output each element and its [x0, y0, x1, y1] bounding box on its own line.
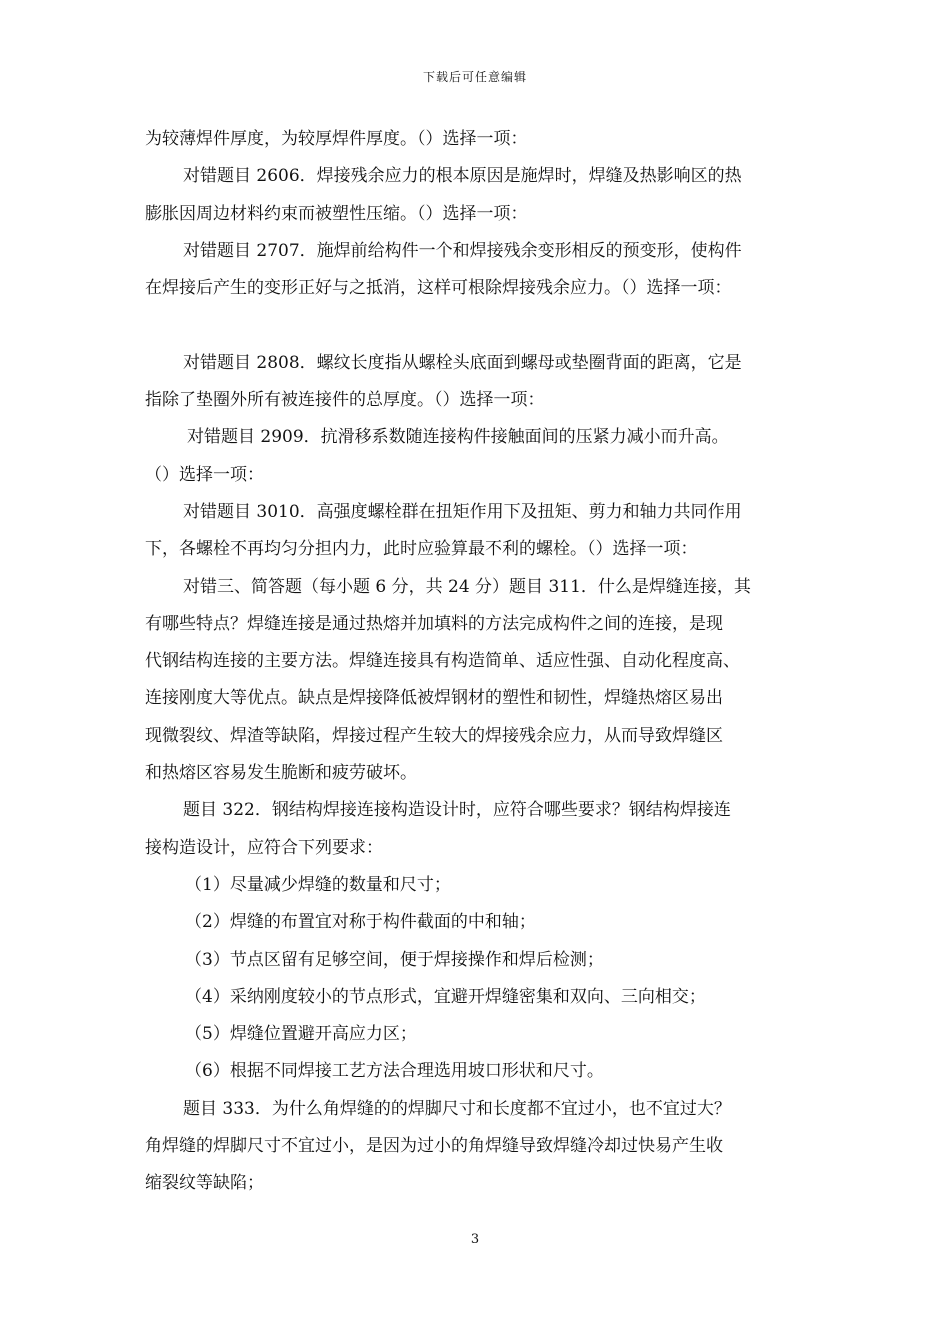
text-line: 对错题目 2707．施焊前给构件一个和焊接残余变形相反的预变形，使构件 [183, 240, 742, 261]
text-line: 连接刚度大等优点。缺点是焊接降低被焊钢材的塑性和韧性，焊缝热熔区易出 [145, 688, 723, 709]
list-item: （2）焊缝的布置宜对称于构件截面的中和轴； [185, 912, 536, 933]
page-header: 下载后可任意编辑 [422, 70, 527, 84]
text-line: 对错题目 2808．螺纹长度指从螺栓头底面到螺母或垫圈背面的距离，它是 [183, 352, 742, 373]
text-line: 对错题目 3010．高强度螺栓群在扭矩作用下及扭矩、剪力和轴力共同作用 [183, 501, 742, 522]
paragraph-gap [145, 307, 815, 344]
text-line: 膨胀因周边材料约束而被塑性压缩。（）选择一项： [145, 203, 528, 224]
list-item: （4）采纳刚度较小的节点形式，宜避开焊缝密集和双向、三向相交； [185, 986, 706, 1007]
text-line: 有哪些特点？焊缝连接是通过热熔并加填料的方法完成构件之间的连接，是现 [145, 613, 723, 634]
text-line: 题目 322．钢结构焊接连接构造设计时，应符合哪些要求？钢结构焊接连 [183, 800, 731, 821]
text-line: 题目 333．为什么角焊缝的的焊脚尺寸和长度都不宜过小，也不宜过大？ [183, 1098, 731, 1119]
list-item: （3）节点区留有足够空间，便于焊接操作和焊后检测； [185, 949, 604, 970]
list-item: （5）焊缝位置避开高应力区； [185, 1024, 417, 1045]
text-line: 代钢结构连接的主要方法。焊缝连接具有构造简单、适应性强、自动化程度高、 [145, 651, 740, 672]
text-line: 和热熔区容易发生脆断和疲劳破坏。 [145, 763, 417, 784]
text-line: 指除了垫圈外所有被连接件的总厚度。（）选择一项： [145, 390, 545, 411]
text-line: 在焊接后产生的变形正好与之抵消，这样可根除焊接残余应力。（）选择一项： [145, 278, 732, 299]
text-line: 接构造设计，应符合下列要求： [145, 837, 383, 858]
text-line: （）选择一项： [145, 464, 264, 485]
list-item: （6）根据不同焊接工艺方法合理选用坡口形状和尺寸。 [185, 1061, 604, 1082]
text-line: 对错三、简答题（每小题 6 分，共 24 分）题目 311．什么是焊缝连接，其 [183, 576, 751, 597]
list-item: （1）尽量减少焊缝的数量和尺寸； [185, 874, 451, 895]
document-body [145, 121, 815, 1203]
text-line: 为较薄焊件厚度，为较厚焊件厚度。（）选择一项： [145, 129, 528, 149]
text-line: 对错题目 2606．焊接残余应力的根本原因是施焊时，焊缝及热影响区的热 [183, 166, 742, 187]
text-line: 现微裂纹、焊渣等缺陷，焊接过程产生较大的焊接残余应力，从而导致焊缝区 [145, 725, 723, 746]
text-line: 下，各螺栓不再均匀分担内力，此时应验算最不利的螺栓。（）选择一项： [145, 539, 698, 560]
text-line: 角焊缝的焊脚尺寸不宜过小，是因为过小的角焊缝导致焊缝冷却过快易产生收 [145, 1136, 723, 1157]
page-number: 3 [470, 1232, 480, 1247]
text-line: 对错题目 2909．抗滑移系数随连接构件接触面间的压紧力减小而升高。 [187, 427, 729, 448]
text-line: 缩裂纹等缺陷； [145, 1173, 264, 1194]
